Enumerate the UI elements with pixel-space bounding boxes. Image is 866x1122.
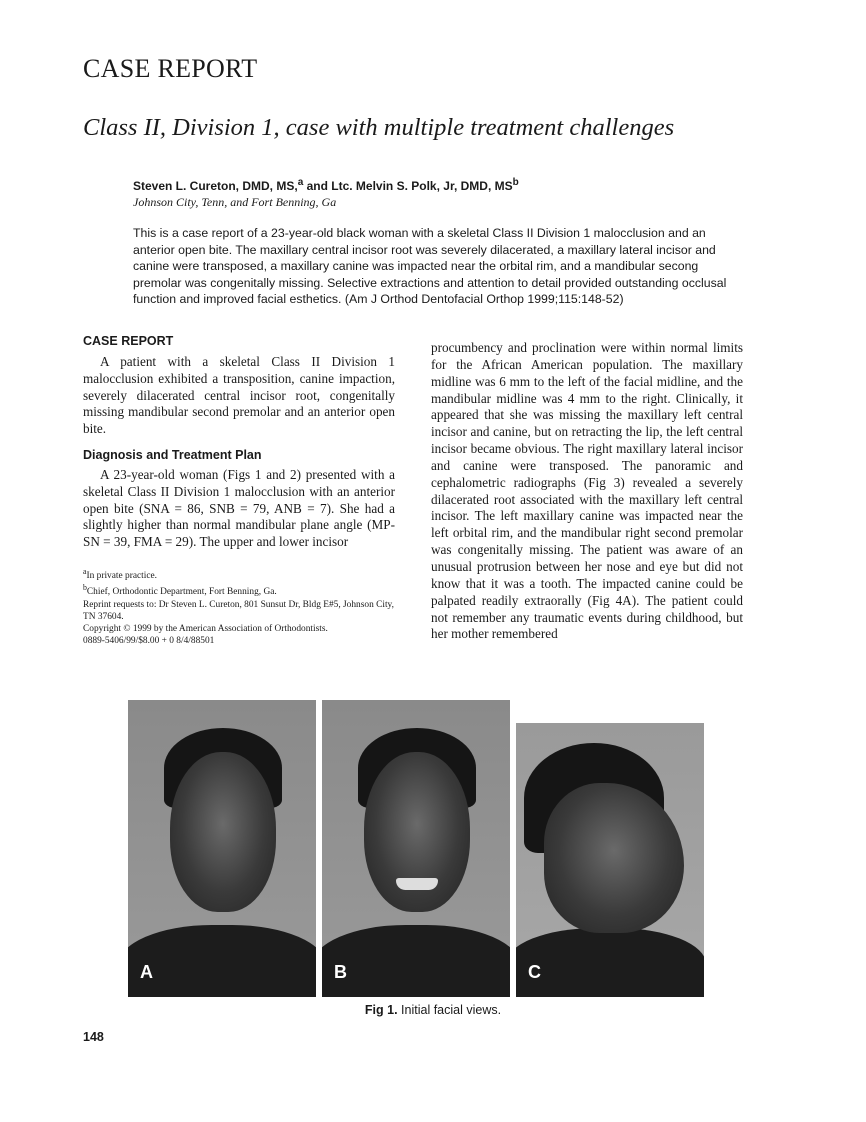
subheading: Diagnosis and Treatment Plan (83, 448, 262, 463)
footnote-text: In private practice. (86, 571, 158, 582)
footnotes (83, 566, 398, 647)
smile (396, 878, 438, 890)
affiliation: Johnson City, Tenn, and Fort Benning, Ga (133, 195, 337, 209)
section-label: CASE REPORT (83, 54, 258, 83)
photo-frontal (128, 700, 316, 997)
figure-label-a: A (140, 962, 153, 982)
footnote-text: Chief, Orthodontic Department, Fort Benning, Ga. (86, 587, 277, 598)
author-1-sup: a (297, 177, 304, 188)
article-title: Class II, Division 1, case with multiple treatment challenges (83, 114, 675, 141)
footnote-a (83, 566, 398, 582)
author-1: Steven L. Cureton, DMD, MS, (133, 179, 298, 193)
abstract: This is a case report of a 23-year-old black woman with a skeletal Class II Division 1 malocclusion and an anterior open bite. The maxillary central incisor root was severely dilacerated, a maxillary lateral incisor and canine were transposed, a maxillary canine was impacted near the orbital rim, and a mandibular secong premolar was congenitally missing. Selective extractions and attention to detail provided outstanding occlusal function and improved facial esthetics. (Am J Orthod Dentofacial Orthop 1999;115:148-52) (133, 226, 727, 306)
author-2: and Ltc. Melvin S. Polk, Jr, DMD, MS (303, 179, 513, 193)
page-number: 148 (83, 1030, 104, 1044)
copyright: Copyright © 1999 by the American Association of Orthodontists. (83, 624, 328, 635)
footnote-mark: b (83, 583, 87, 593)
footnote-b (83, 582, 398, 598)
caption-text: Initial facial views. (397, 1003, 502, 1017)
article-code: 0889-5406/99/$8.00 + 0 8/4/88501 (83, 636, 215, 647)
paragraph: procumbency and proclination were within normal limits for the African American population. The maxillary midline was 6 mm to the left of the facial midline, and the mandibular midline was 4 mm to the right. Clinically, it appeared that she was missing the maxillary left central incisor and canine, but on retracting the lip, the left central incisor became obvious. The right maxillary lateral incisor and canine were transposed. The panoramic and cephalometric radiographs (Fig 3) revealed a severely dilacerated root associated with the maxillary left central incisor. The left maxillary canine was impacted near the left orbital rim, and the mandibular right second premolar was congenitally missing. The patient was aware of an unusual protrusion between her nose and eye but did not know that it was a tooth. The impacted canine could be palpated readily extraorally (Fig 4A). The patient could not remember any traumatic events during childhood, but her mother remembered (431, 340, 743, 642)
footnote-mark: a (83, 567, 87, 576)
photo-profile (516, 723, 704, 997)
authors (133, 177, 519, 193)
paragraph: A 23-year-old woman (Figs 1 and 2) presented with a skeletal Class II Division 1 malocclusion with an anterior open bite (SNA = 86, SNB = 79, ANB = 7). She had a slightly higher than normal mandibular plane angle (MP-SN = 39, FMA = 29). The upper and lower incisor (83, 466, 395, 550)
left-column (83, 333, 395, 551)
caption-label: Fig 1. (364, 1003, 398, 1017)
section-heading: CASE REPORT (83, 334, 174, 348)
figure-label-c: C (528, 962, 541, 982)
photo-smiling (322, 700, 510, 997)
right-column (431, 340, 743, 643)
paragraph: A patient with a skeletal Class II Division 1 malocclusion exhibited a transposition, canine impaction, severely dilacerated central incisor root, congenitally missing mandibular second premolar and an anterior open bite. (83, 353, 395, 437)
figure-caption (0, 1003, 866, 1017)
reprint-requests: Reprint requests to: Dr Steven L. Cureton, 801 Sunsut Dr, Bldg E#5, Johnson City, TN 37604. (83, 599, 394, 622)
figure-label-b: B (334, 962, 347, 982)
author-2-sup: b (512, 177, 519, 188)
